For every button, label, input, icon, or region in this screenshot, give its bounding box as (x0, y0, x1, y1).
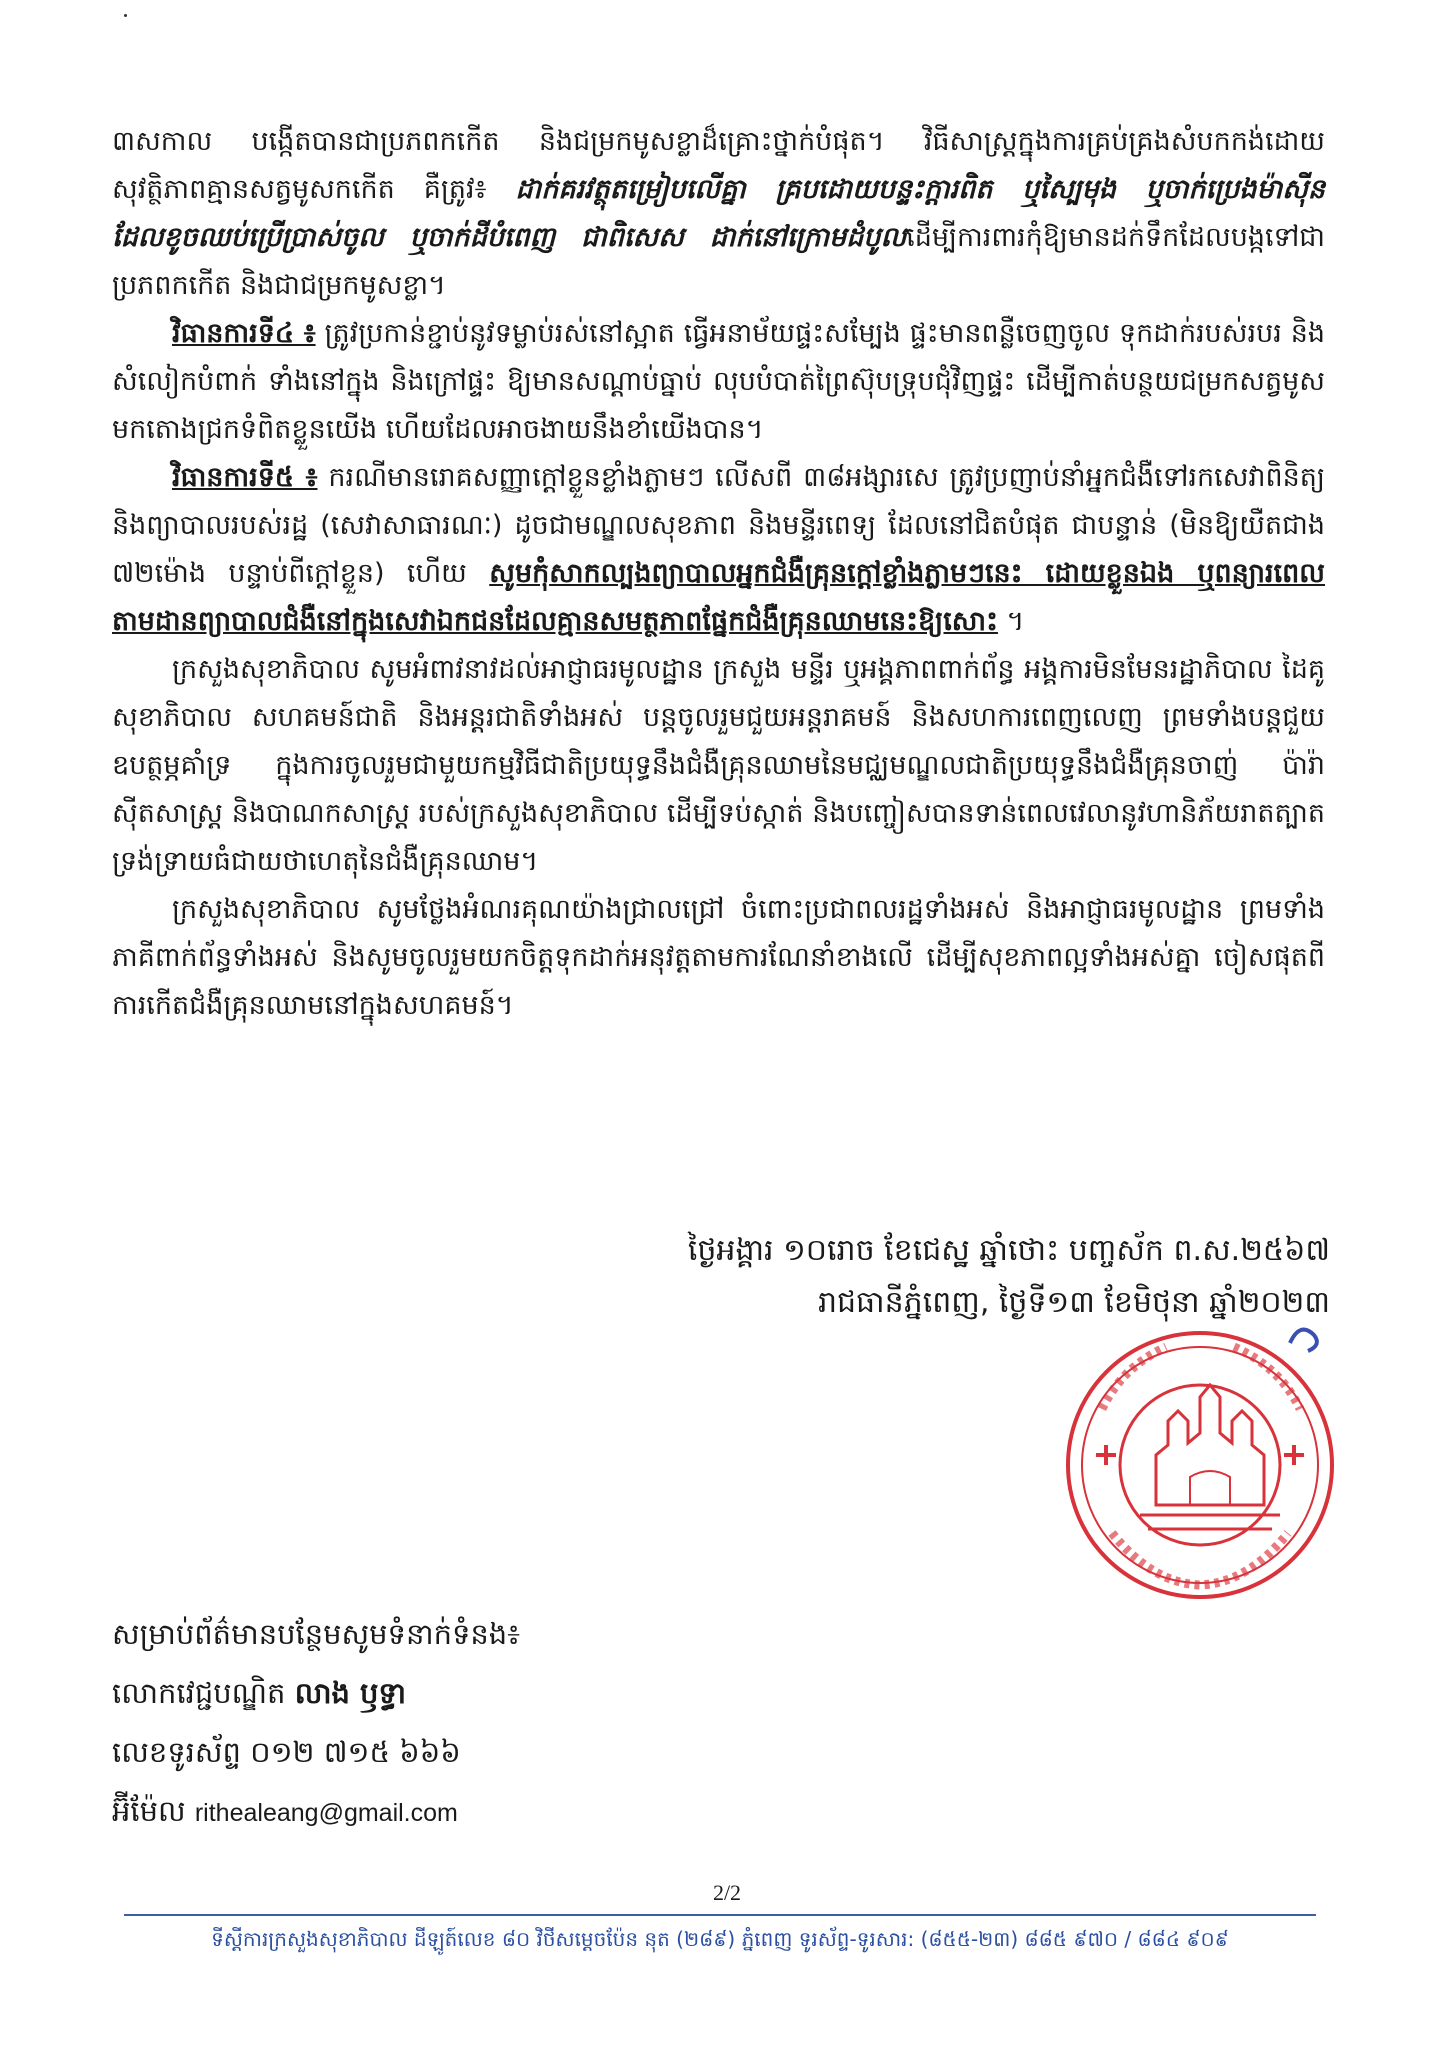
paragraph-measure-5 (112, 454, 1325, 646)
tire-method-emphasis: ដាក់គរវត្ថុតម្រៀបលើគ្នា គ្របដោយបន្ទះក្តារពិត ឬស្បៃមុង ឬចាក់ប្រេងម៉ាស៊ីនដែលខូចឈប់ប្រើប្រាស់ចូល ឬចាក់ដីបំពេញ ជាពិសេស ដាក់នៅក្រោមដំបូល (112, 174, 1325, 253)
ministry-seal-stamp (1040, 1305, 1360, 1605)
email-label: អ៊ីម៉ែល (112, 1794, 195, 1828)
tire-text-end: ដើម្បីការពារកុំឱ្យមានដក់ទឹកដែលបង្កទៅជាប្រភពកកើត និងជាជម្រកមូសខ្លា។ (112, 222, 1325, 301)
letter-body (112, 118, 1325, 1030)
scan-dot (124, 14, 127, 17)
email-address[interactable]: rithealeang@gmail.com (194, 1799, 458, 1827)
page-number: 2/2 (712, 1880, 742, 1905)
contact-intro: សម្រាប់ព័ត៌មានបន្ថែមសូមទំនាក់ទំនង៖ (112, 1617, 520, 1651)
solar-date: រាជធានីភ្នំពេញ, ថ្ងៃទី១៣ ខែមិថុនា ឆ្នាំ២០២៣ (817, 1285, 1330, 1320)
measure-5-warning: សូមកុំសាកល្បងព្យាបាលអ្នកជំងឺគ្រុនក្តៅខ្លាំងភ្លាមៗនេះ ដោយខ្លួនឯង ឬពន្យារពេលតាមដានព្យាបាលជំងឺនៅក្នុងសេវាឯកជនដែលគ្មានសមត្ថភាពផ្នែកជំងឺគ្រុនឈាមនេះឱ្យសោះ (112, 558, 1325, 637)
contact-person (112, 1664, 520, 1723)
measure-4-text: ត្រូវប្រកាន់ខ្ជាប់នូវទម្លាប់រស់នៅស្អាត ធ្វើអនាម័យផ្ទះសម្បែង ផ្ទះមានពន្លឺចេញចូល ទុកដាក់របស់របរ និងសំលៀកបំពាក់ ទាំងនៅក្នុង និងក្រៅផ្ទះ ឱ្យមានសណ្តាប់ធ្នាប់ លុបបំបាត់ព្រៃស៊ុបទ្រុបជុំវិញផ្ទះ ដើម្បីកាត់បន្ថយជម្រកសត្វមូស មកតោងជ្រកទំពិតខ្លួនយើង ហើយដែលអាចងាយនឹងខាំយើងបាន។ (112, 318, 1325, 445)
paragraph-measure-4 (112, 310, 1325, 454)
paragraph-tire-management (112, 118, 1325, 310)
contact-email-row (112, 1782, 520, 1843)
paragraph-appeal: ក្រសួងសុខាភិបាល សូមអំពាវនាវដល់អាជ្ញាធរមូលដ្ឋាន ក្រសួង មន្ទីរ ឬអង្គភាពពាក់ព័ន្ធ អង្គការមិនមែនរដ្ឋាភិបាល ដៃគូសុខាភិបាល សហគមន៍ជាតិ និងអន្តរជាតិទាំងអស់ បន្តចូលរួមជួយអន្តរាគមន៍ និងសហការពេញលេញ ព្រមទាំងបន្តជួយឧបត្ថម្ភគាំទ្រ ក្នុងការចូលរួមជាមួយកម្មវិធីជាតិប្រយុទ្ធនឹងជំងឺគ្រុនឈាមនៃមជ្ឈមណ្ឌលជាតិប្រយុទ្ធនឹងជំងឺគ្រុនចាញ់ ប៉ារ៉ាស៊ីតសាស្ត្រ និងបាណកសាស្ត្រ របស់ក្រសួងសុខាភិបាល ដើម្បីទប់ស្កាត់ និងបញ្ចៀសបានទាន់ពេលវេលានូវហានិភ័យរាតត្បាតទ្រង់ទ្រាយធំជាយថាហេតុនៃជំងឺគ្រុនឈាម។ (112, 654, 1325, 877)
footer-divider (124, 1914, 1316, 1916)
lunar-date: ថ្ងៃអង្គារ ១០រោច ខែជេស្ឋ ឆ្នាំថោះ បញ្ចស័ក ព.ស.២៥៦៧ (687, 1233, 1330, 1268)
contact-name: លាង ឫទ្ធា (294, 1676, 407, 1710)
paragraph-thanks: ក្រសួងសុខាភិបាល សូមថ្លែងអំណរគុណយ៉ាងជ្រាលជ្រៅ ចំពោះប្រជាពលរដ្ឋទាំងអស់ និងអាជ្ញាធរមូលដ្ឋាន ព្រមទាំងភាគីពាក់ព័ន្ធទាំងអស់ និងសូមចូលរួមយកចិត្តទុកដាក់អនុវត្តតាមការណែនាំខាងលើ ដើម្បីសុខភាពល្អទាំងអស់គ្នា ចៀសផុតពីការកើតជំងឺគ្រុនឈាមនៅក្នុងសហគមន៍។ (112, 894, 1325, 1021)
footer-address: ទីស្តីការក្រសួងសុខាភិបាល ដីឡូត៍លេខ ៨០ វិថីសម្តេចប៉ែន នុត (២៨៩) ភ្នំពេញ ទូរស័ព្ទ-ទូរសារ: (៨៥៥-២៣) ៨៨៥ ៩៧០ / ៨៨៤ ៩០៩ (211, 1927, 1229, 1951)
contact-title: លោកវេជ្ជបណ្ឌិត (112, 1676, 295, 1710)
measure-4-label: វិធានការទី៤ ៖ (172, 318, 316, 349)
tire-text: ៣សកាល បង្កើតបានជាប្រភពកកើត និងជម្រកមូសខ្លាដ៏គ្រោះថ្នាក់បំផុត។ វិធីសាស្ត្រក្នុងការគ្រប់គ្រងសំបកកង់ដោយសុវត្ថិភាពគ្មានសត្វមូសកកើត គឺត្រូវ៖ (112, 126, 1325, 205)
measure-5-text: ករណីមានរោគសញ្ញាក្តៅខ្លួនខ្លាំងភ្លាមៗ លើសពី ៣៨អង្សារសេ ត្រូវប្រញាប់នាំអ្នកជំងឺទៅរកសេវាពិនិត្យ និងព្យាបាលរបស់រដ្ឋ (សេវាសាធារណៈ) ដូចជាមណ្ឌលសុខភាព និងមន្ទីរពេទ្យ ដែលនៅជិតបំផុត ជាបន្ទាន់ (មិនឱ្យយឺតជាង ៧២ម៉ោង បន្ទាប់ពីក្តៅខ្លួន) ហើយ (112, 462, 1325, 589)
measure-5-end: ។ (997, 606, 1025, 637)
contact-block (112, 1605, 520, 1843)
measure-5-label: វិធានការទី៥ ៖ (172, 462, 318, 493)
contact-phone: លេខទូរស័ព្ទ ០១២ ៧១៥ ៦៦៦ (112, 1735, 461, 1769)
